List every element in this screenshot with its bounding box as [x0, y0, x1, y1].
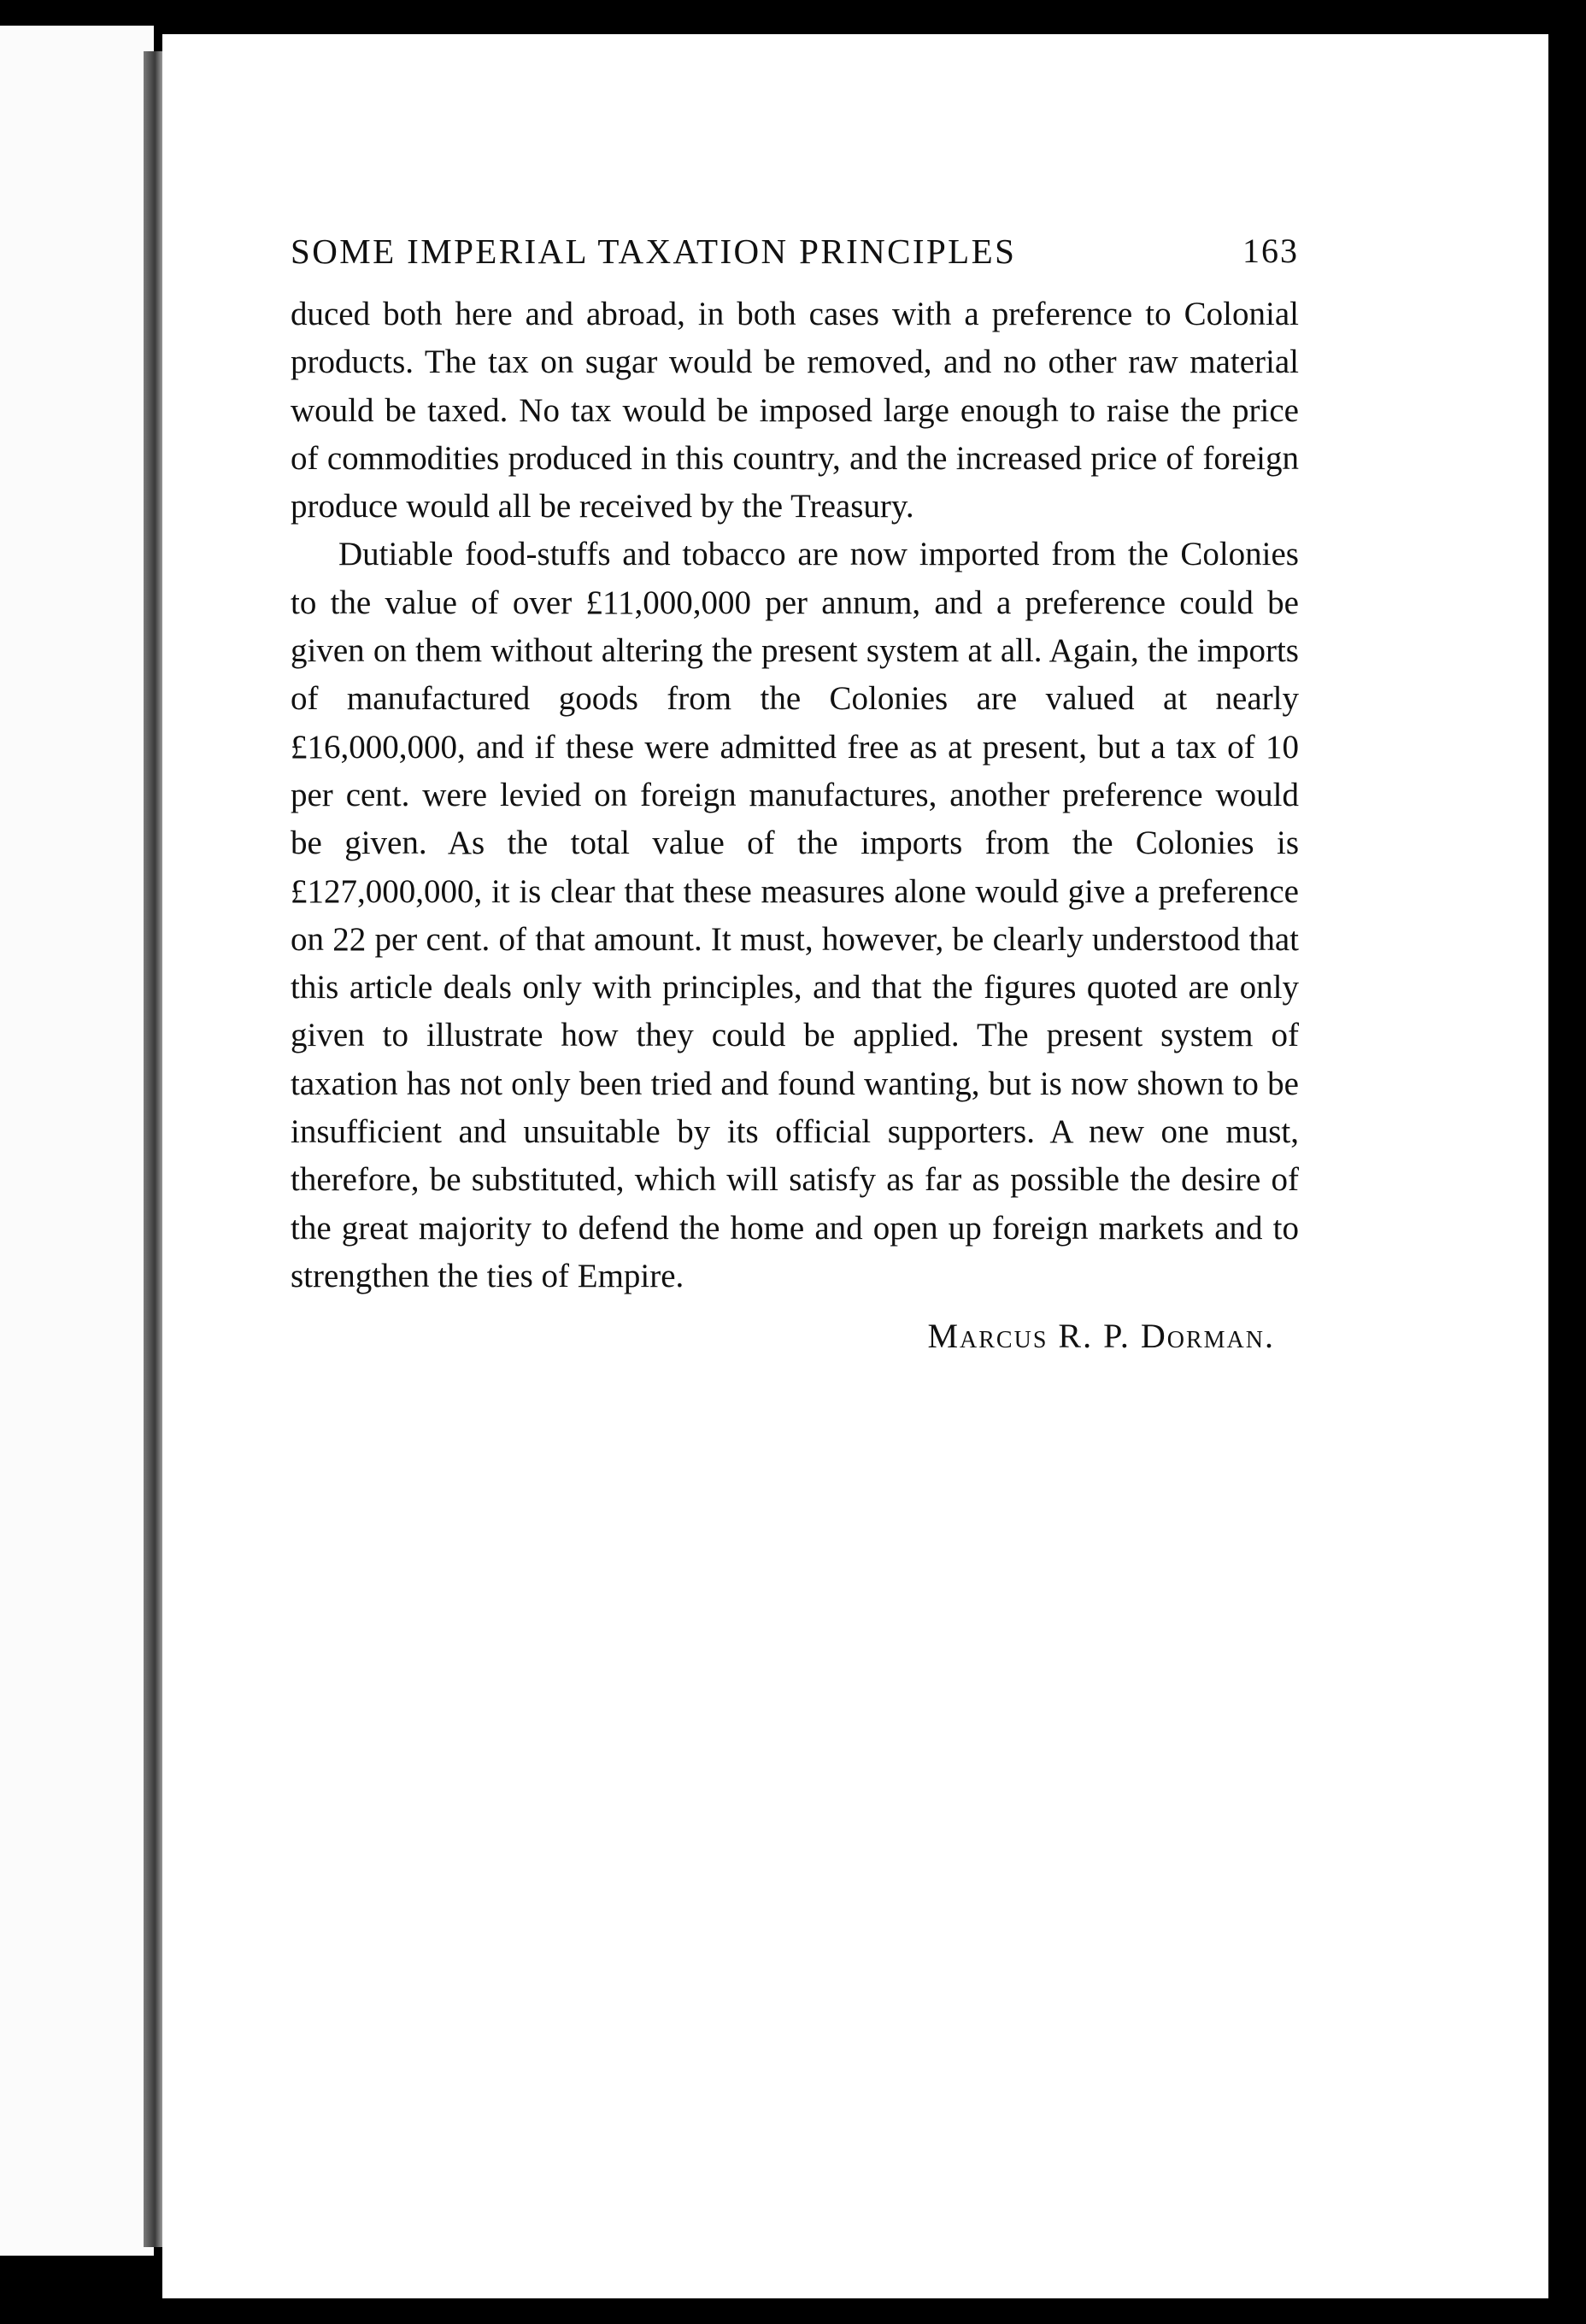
left-page-edge: [0, 26, 154, 2256]
paragraph: Dutiable food-stuffs and tobacco are now imported from the Colonies to the value of over £11,000,000 per annum, and a preference could be given on them without altering the present system at all. Again, the imports of manufactured goods from the Colonies are valued at nearly £16,000,000, and if these were admitted free as at present, but a tax of 10 per cent. were levied on foreign manufactures, another preference would be given. As the total value of the imports from the Colonies is £127,000,000, it is clear that these measures alone would give a preference on 22 per cent. of that amount. It must, however, be clearly understood that this article deals only with principles, and that the figures quoted are only given to illustrate how they could be applied. The present system of taxation has not only been tried and found wanting, but is now shown to be insufficient and unsuitable by its official supporters. A new one must, therefore, be substituted, which will satisfy as far as possible the desire of the great majority to defend the home and open up foreign markets and to strengthen the ties of Empire.: [291, 536, 1299, 1294]
running-head: [291, 231, 1299, 282]
author-signature: Marcus R. P. Dorman.: [927, 1317, 1275, 1356]
page-content: [291, 231, 1299, 1356]
running-title: SOME IMPERIAL TAXATION PRINCIPLES: [291, 232, 1017, 271]
book-gutter: [144, 51, 162, 2247]
book-page: [162, 34, 1548, 2298]
paragraph-continued: duced both here and abroad, in both cases with a preference to Colonial products. The tax on sugar would be removed, and no other raw material would be taxed. No tax would be imposed large enough to raise the price of commodities produced in this country, and the increased price of foreign produce would all be received by the Treasury.: [291, 296, 1299, 525]
page-number: 163: [1242, 232, 1299, 270]
